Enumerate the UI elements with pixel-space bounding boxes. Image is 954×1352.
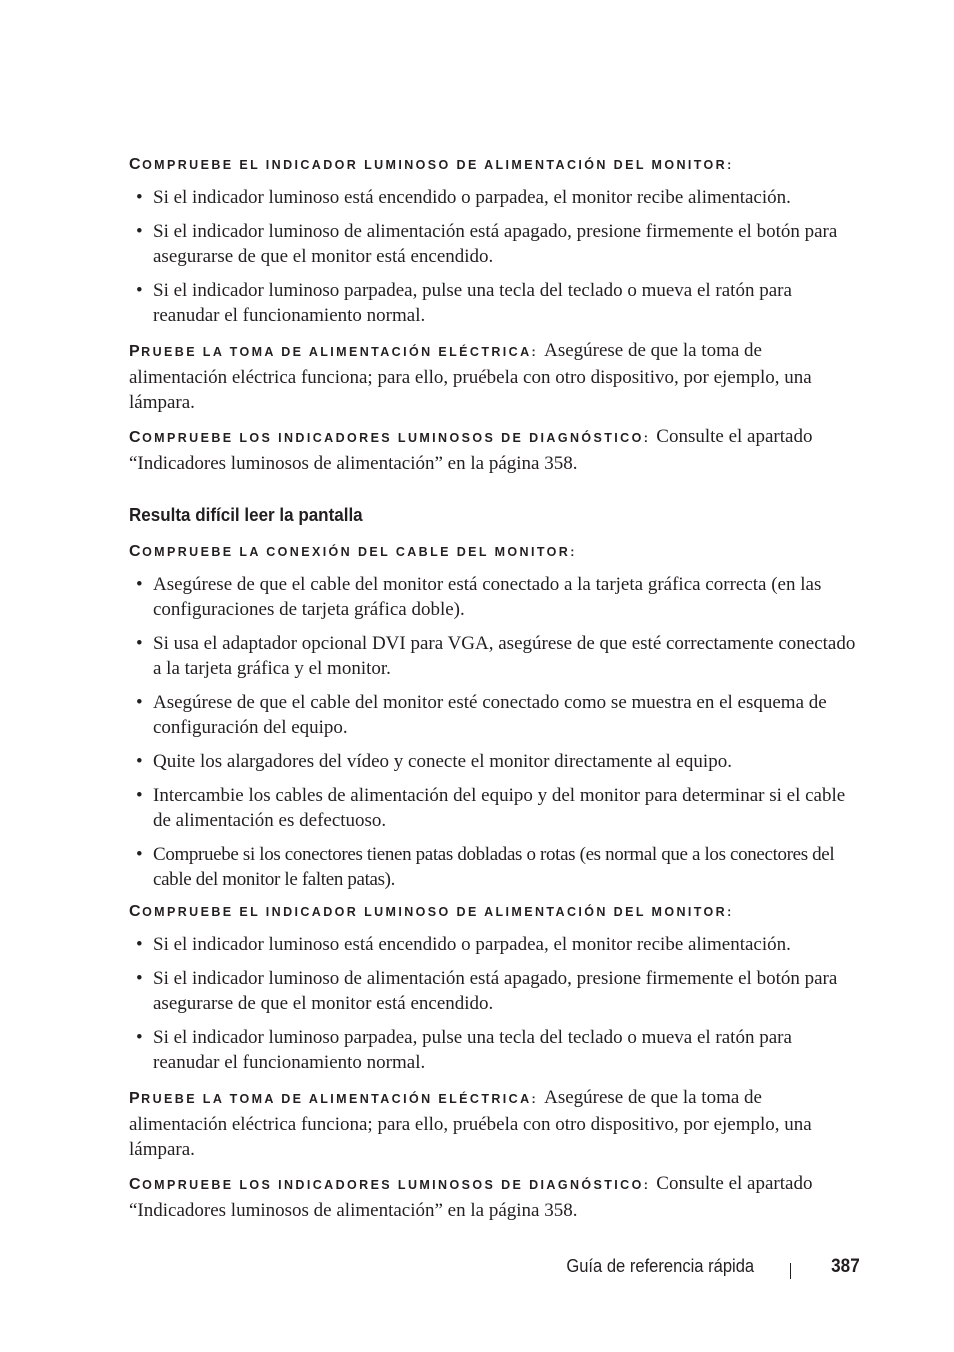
list-item: • Si el indicador luminoso parpadea, pulse una tecla del teclado o mueva el ratón para reanudar el funcionamiento normal.: [136, 280, 792, 326]
paragraph-heading: PRUEBE LA TOMA DE ALIMENTACIÓN ELÉCTRICA:: [129, 343, 539, 360]
footer-divider: [790, 1263, 791, 1279]
footer-title: Guía de referencia rápida: [566, 1256, 754, 1276]
paragraph-test-outlet-2: PRUEBE LA TOMA DE ALIMENTACIÓN ELÉCTRICA: Asegúrese de que la toma de alimentación eléctrica funciona; para ello, pruébela con otro dispositivo, por ejemplo, una lámpara.: [129, 1087, 812, 1160]
paragraph-heading: COMPRUEBE LOS INDICADORES LUMINOSOS DE DIAGNÓSTICO:: [129, 429, 651, 446]
page-footer: [0, 1256, 954, 1280]
list-item: • Si usa el adaptador opcional DVI para VGA, asegúrese de que esté correctamente conectado a la tarjeta gráfica y el monitor.: [136, 633, 856, 679]
paragraph-diagnostic-lights: COMPRUEBE LOS INDICADORES LUMINOSOS DE DIAGNÓSTICO: Consulte el apartado “Indicadores luminosos de alimentación” en la página 358.: [129, 426, 813, 474]
list-item: • Compruebe si los conectores tienen patas dobladas o rotas (es normal que a los conectores del cable del monitor le falten patas).: [136, 844, 835, 890]
bullet-list: [129, 572, 856, 892]
list-item: • Asegúrese de que el cable del monitor esté conectado como se muestra en el esquema de configuración del equipo.: [136, 692, 827, 738]
paragraph-heading: PRUEBE LA TOMA DE ALIMENTACIÓN ELÉCTRICA:: [129, 1090, 539, 1107]
list-item: • Si el indicador luminoso está encendido o parpadea, el monitor recibe alimentación.: [136, 187, 791, 208]
bullet-list: [129, 185, 856, 328]
heading-check-power-light: COMPRUEBE EL INDICADOR LUMINOSO DE ALIMENTACIÓN DEL MONITOR:: [129, 156, 734, 173]
list-item: • Si el indicador luminoso parpadea, pulse una tecla del teclado o mueva el ratón para reanudar el funcionamiento normal.: [136, 1027, 792, 1073]
list-item: • Si el indicador luminoso de alimentación está apagado, presione firmemente el botón para asegurarse de que el monitor está encendido.: [136, 221, 838, 267]
paragraph-test-outlet: PRUEBE LA TOMA DE ALIMENTACIÓN ELÉCTRICA: Asegúrese de que la toma de alimentación eléctrica funciona; para ello, pruébela con otro dispositivo, por ejemplo, una lámpara.: [129, 340, 812, 413]
list-item: • Quite los alargadores del vídeo y conecte el monitor directamente al equipo.: [136, 751, 732, 772]
list-item: • Si el indicador luminoso está encendido o parpadea, el monitor recibe alimentación.: [136, 934, 791, 955]
list-item: • Si el indicador luminoso de alimentación está apagado, presione firmemente el botón para asegurarse de que el monitor está encendido.: [136, 968, 838, 1014]
bullet-list: [129, 932, 856, 1075]
page-content: [129, 155, 856, 1232]
page-number: 387: [831, 1256, 860, 1277]
heading-check-cable: COMPRUEBE LA CONEXIÓN DEL CABLE DEL MONITOR:: [129, 543, 577, 560]
heading-check-power-light-2: COMPRUEBE EL INDICADOR LUMINOSO DE ALIMENTACIÓN DEL MONITOR:: [129, 903, 734, 920]
list-item: • Intercambie los cables de alimentación del equipo y del monitor para determinar si el cable de alimentación es defectuoso.: [136, 785, 846, 831]
paragraph-heading: COMPRUEBE LOS INDICADORES LUMINOSOS DE DIAGNÓSTICO:: [129, 1176, 651, 1193]
paragraph-diagnostic-lights-2: COMPRUEBE LOS INDICADORES LUMINOSOS DE DIAGNÓSTICO: Consulte el apartado “Indicadores luminosos de alimentación” en la página 358.: [129, 1173, 813, 1221]
section-title: Resulta difícil leer la pantalla: [129, 504, 363, 525]
list-item: • Asegúrese de que el cable del monitor está conectado a la tarjeta gráfica correcta (en las configuraciones de tarjeta gráfica doble).: [136, 574, 822, 620]
